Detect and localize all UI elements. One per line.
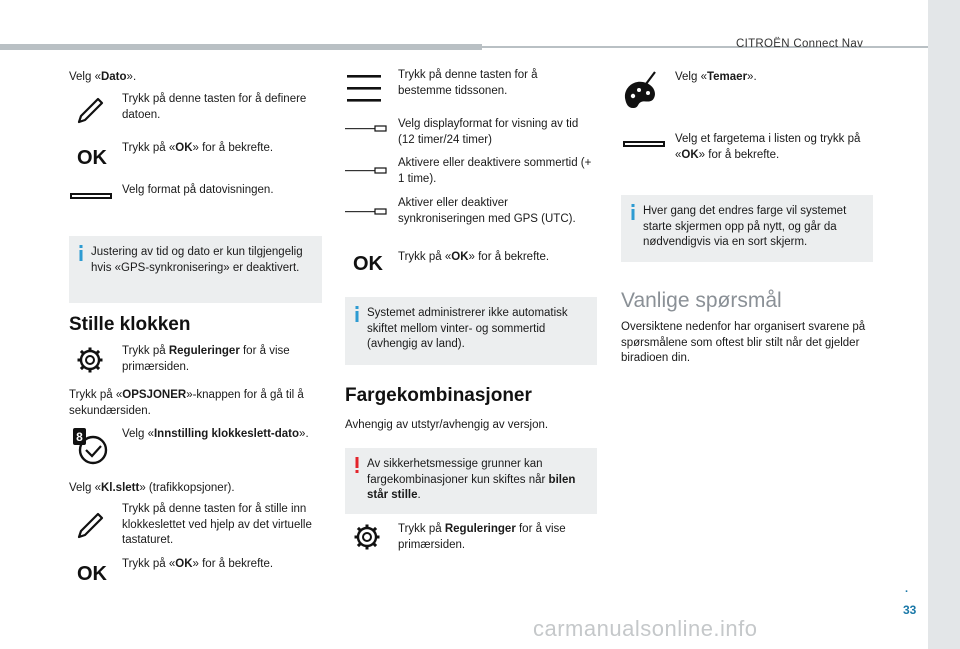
step-gps-sync: Aktiver eller deaktiver synkroniseringen med GPS (UTC). [398,197,576,225]
info-note-text: Hver gang det endres farge vil systemet starte skjermen opp på nytt, og går da nødvendigvis via en sort skjerm. [643,205,847,248]
heading-fargekombinasjoner: Fargekombinasjoner [345,385,532,406]
slider-toggle-icon [345,166,387,176]
heading-vanlige-sporsmal: Vanlige spørsmål [621,289,782,312]
warning-icon [353,457,361,473]
info-icon [77,245,85,261]
step-innstilling: Velg «Innstilling klokkeslett-dato». [122,428,309,440]
badge-number: 8 [76,430,83,444]
slider-toggle-icon [345,124,387,134]
footer-dot: . [905,583,909,595]
ok-icon: OK [77,563,107,585]
settings-gear-icon [76,346,104,374]
step-timezone: Trykk på denne tasten for å bestemme tidssonen. [398,69,538,97]
step-reguleringer-2: Trykk på Reguleringer for å vise primærsiden. [398,523,566,551]
slider-toggle-icon [345,207,387,217]
page-number: 33 [903,603,917,617]
header-bar-left [0,44,482,50]
intro-vanlige-sporsmal: Oversiktene nedenfor har organisert svarene på spørsmålene som oftest blir stilt når det gjelder biradioen din. [621,321,866,364]
info-note-text: Justering av tid og dato er kun tilgjengelig hvis «GPS-synkronisering» er deaktivert. [91,246,303,274]
step-define-date: Trykk på denne tasten for å definere datoen. [122,93,307,121]
step-temaer: Velg «Temaer». [675,71,757,83]
settings-gear-icon [353,523,381,551]
velg-dato-text: Velg «Dato». [69,71,137,83]
step-theme: Velg et fargetema i listen og trykk på «OK» for å bekrefte. [675,133,861,161]
step-format: Velg format på datovisningen. [122,184,274,196]
info-note [345,297,597,365]
watermark: carmanualsonline.info [533,616,758,641]
info-note-text: Systemet administrerer ikke automatisk skiftet mellom vinter- og sommertid (avhengig av land). [367,307,568,350]
list-bar-icon [70,193,112,199]
intro-fargekombinasjoner: Avhengig av utstyr/avhengig av versjon. [345,419,549,431]
ok-icon: OK [353,253,383,275]
step-ok-confirm: Trykk på «OK» for å bekrefte. [122,142,274,154]
info-icon [353,306,361,322]
step-opsjoner: Trykk på «OPSJONER»-knappen for å gå til å sekundærsiden. [69,389,304,417]
heading-stille-klokken: Stille klokken [69,314,191,335]
clock-badge-icon [72,427,110,467]
brand-title: CITROËN Connect Nav [736,38,864,50]
ok-icon: OK [77,147,107,169]
pencil-icon [76,95,106,125]
side-band [928,0,960,649]
step-klslett: Velg «Kl.slett» (trafikkopsjoner). [69,482,235,494]
warning-note-text: Av sikkerhetsmessige grunner kan fargekombinasjoner kun skiftes når bilen står stille. [367,458,576,501]
paint-palette-icon [621,70,661,110]
step-set-clock: Trykk på denne tasten for å stille inn klokkeslettet ved hjelp av det virtuelle tastaturet. [122,503,312,546]
step-reguleringer: Trykk på Reguleringer for å vise primærsiden. [122,345,290,373]
step-ok-confirm-3: Trykk på «OK» for å bekrefte. [398,251,550,263]
menu-lines-icon [347,74,383,104]
list-bar-icon [623,141,665,147]
info-note [621,195,873,262]
info-note [69,236,322,303]
step-dst: Aktivere eller deaktivere sommertid (+ 1 time). [398,157,592,185]
info-icon [629,204,637,220]
step-ok-confirm-2: Trykk på «OK» for å bekrefte. [122,558,274,570]
step-display-format: Velg displayformat for visning av tid (12 timer/24 timer) [398,118,579,146]
warning-note [345,448,597,514]
pencil-icon [76,510,106,540]
